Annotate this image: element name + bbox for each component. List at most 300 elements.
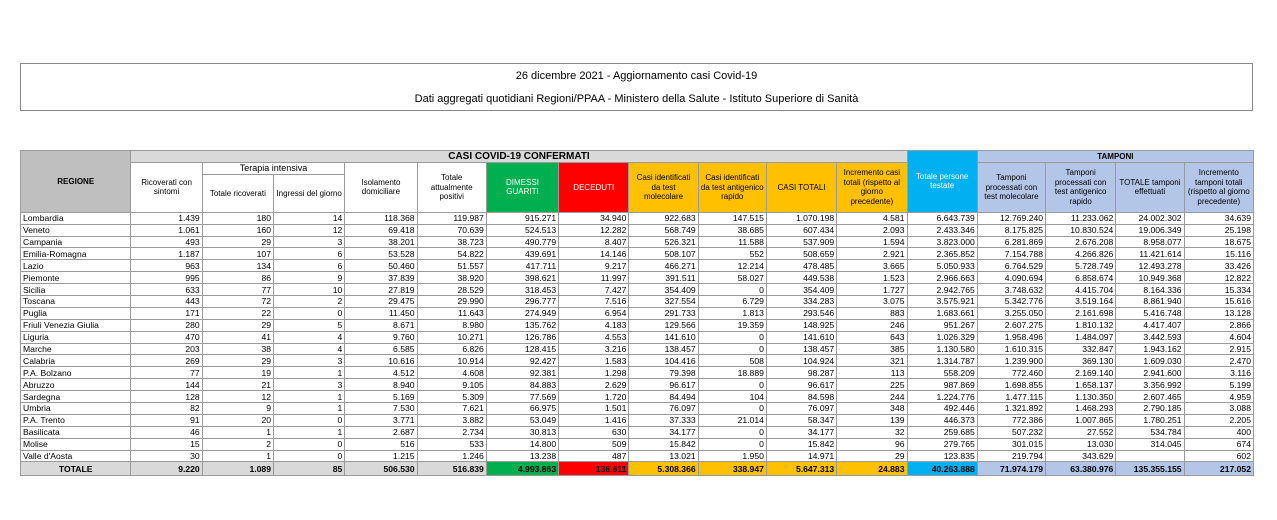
data-cell: 18.675 (1184, 236, 1253, 248)
data-cell: 11.421.614 (1116, 248, 1184, 260)
header-ricoverati: Ricoverati con sintomi (131, 162, 202, 212)
data-cell: 8.940 (345, 379, 417, 391)
data-cell: 27.552 (1046, 426, 1116, 438)
table-row (21, 438, 1254, 450)
data-cell: 225 (837, 379, 907, 391)
data-cell: 334.283 (766, 296, 836, 308)
data-cell: 6.954 (559, 307, 629, 319)
data-cell: 14.800 (486, 438, 558, 450)
data-cell: 147.515 (698, 212, 766, 224)
data-cell: 66.975 (486, 403, 558, 415)
data-cell: 8.407 (559, 236, 629, 248)
data-cell: 3.748.632 (977, 284, 1045, 296)
data-cell: 37.839 (345, 272, 417, 284)
data-cell: 14.971 (766, 450, 836, 462)
data-cell: 38 (202, 343, 273, 355)
data-cell: 354.409 (766, 284, 836, 296)
data-cell: 2.966.663 (907, 272, 977, 284)
data-cell: 1.810.132 (1046, 319, 1116, 331)
data-cell: 4 (274, 343, 345, 355)
data-cell: 2 (274, 296, 345, 308)
data-cell: 12.282 (559, 224, 629, 236)
data-cell: 7.621 (417, 403, 486, 415)
data-cell: 633 (131, 284, 202, 296)
table-row (21, 414, 1254, 426)
data-cell: 280 (131, 319, 202, 331)
data-cell: 53.049 (486, 414, 558, 426)
data-cell: 104.924 (766, 355, 836, 367)
data-cell: 2.676.208 (1046, 236, 1116, 248)
header-isolamento: Isolamento domiciliare (345, 162, 417, 212)
data-cell: 118.368 (345, 212, 417, 224)
data-cell: 508.107 (629, 248, 698, 260)
data-cell: 995 (131, 272, 202, 284)
header-tamponi-molecolare: Tamponi processati con test molecolare (977, 162, 1045, 212)
data-cell: 96.617 (629, 379, 698, 391)
region-name-cell: Campania (21, 236, 131, 248)
header-casi-antigenico: Casi identificati da test antigenico rapido (698, 162, 766, 212)
data-cell: 1.484.097 (1046, 331, 1116, 343)
region-name-cell: P.A. Trento (21, 414, 131, 426)
data-cell: 3.882 (417, 414, 486, 426)
total-cell: 9.220 (131, 462, 202, 476)
data-cell: 1.246 (417, 450, 486, 462)
data-cell: 84.494 (629, 391, 698, 403)
data-cell (1116, 450, 1184, 462)
data-cell: 314.045 (1116, 438, 1184, 450)
data-cell: 348 (837, 403, 907, 415)
data-cell: 507.232 (977, 426, 1045, 438)
data-cell: 1.727 (837, 284, 907, 296)
region-name-cell: Valle d'Aosta (21, 450, 131, 462)
data-cell: 3.665 (837, 260, 907, 272)
data-cell: 259.685 (907, 426, 977, 438)
data-cell: 10.830.524 (1046, 224, 1116, 236)
data-cell: 1 (274, 403, 345, 415)
data-cell: 30 (131, 450, 202, 462)
data-cell: 1.609.030 (1116, 355, 1184, 367)
data-cell: 3.771 (345, 414, 417, 426)
data-cell: 28.529 (417, 284, 486, 296)
data-cell: 915.271 (486, 212, 558, 224)
region-name-cell: Lazio (21, 260, 131, 272)
data-cell: 2.365.852 (907, 248, 977, 260)
data-cell: 14 (274, 212, 345, 224)
data-cell: 1 (274, 391, 345, 403)
data-cell: 77 (202, 284, 273, 296)
region-name-cell: Lombardia (21, 212, 131, 224)
data-cell: 15.842 (629, 438, 698, 450)
data-cell: 10.914 (417, 355, 486, 367)
data-cell: 51.557 (417, 260, 486, 272)
totals-label: TOTALE (21, 462, 131, 476)
data-cell: 2.921 (837, 248, 907, 260)
data-cell: 10.616 (345, 355, 417, 367)
data-cell: 69.418 (345, 224, 417, 236)
data-cell: 21 (202, 379, 273, 391)
data-cell: 171 (131, 307, 202, 319)
data-cell: 144 (131, 379, 202, 391)
data-cell: 21.014 (698, 414, 766, 426)
data-cell: 772.460 (977, 367, 1045, 379)
data-cell: 4.581 (837, 212, 907, 224)
data-cell: 92.381 (486, 367, 558, 379)
table-row (21, 391, 1254, 403)
data-cell: 1.298 (559, 367, 629, 379)
band-tamponi: TAMPONI (977, 151, 1253, 163)
header-attualmente-positivi: Totale attualmente positivi (417, 162, 486, 212)
total-cell: 506.530 (345, 462, 417, 476)
data-cell: 148.925 (766, 319, 836, 331)
data-cell: 96.617 (766, 379, 836, 391)
data-cell: 1.780.251 (1116, 414, 1184, 426)
data-cell: 3.088 (1184, 403, 1253, 415)
data-cell: 24.002.302 (1116, 212, 1184, 224)
data-cell: 269 (131, 355, 202, 367)
region-name-cell: Calabria (21, 355, 131, 367)
data-cell: 1 (274, 426, 345, 438)
data-cell: 6.858.674 (1046, 272, 1116, 284)
table-row (21, 224, 1254, 236)
data-cell: 9.105 (417, 379, 486, 391)
report-subtitle: Dati aggregati quotidiani Regioni/PPAA - Ministero della Salute - Istituto Superiore di Sanità (414, 93, 859, 105)
data-cell: 508 (698, 355, 766, 367)
data-cell: 533 (417, 438, 486, 450)
data-cell: 772.386 (977, 414, 1045, 426)
data-cell: 922.683 (629, 212, 698, 224)
data-cell: 12.822 (1184, 272, 1253, 284)
data-cell: 1.683.661 (907, 307, 977, 319)
data-cell: 1.439 (131, 212, 202, 224)
data-cell: 107 (202, 248, 273, 260)
data-cell: 509 (559, 438, 629, 450)
data-cell: 25.198 (1184, 224, 1253, 236)
data-cell: 4.183 (559, 319, 629, 331)
data-cell: 2.734 (417, 426, 486, 438)
data-cell: 11.233.062 (1046, 212, 1116, 224)
data-cell: 321 (837, 355, 907, 367)
data-cell: 104 (698, 391, 766, 403)
region-name-cell: Puglia (21, 307, 131, 319)
data-cell: 301.015 (977, 438, 1045, 450)
data-cell: 5.050.933 (907, 260, 977, 272)
header-totale-ricoverati-ti: Totale ricoverati (202, 174, 273, 212)
data-cell: 3 (274, 379, 345, 391)
data-cell: 19 (202, 367, 273, 379)
data-cell: 293.546 (766, 307, 836, 319)
data-cell: 3.075 (837, 296, 907, 308)
region-name-cell: Toscana (21, 296, 131, 308)
header-deceduti: DECEDUTI (559, 162, 629, 212)
total-cell: 5.308.366 (629, 462, 698, 476)
data-cell: 50.460 (345, 260, 417, 272)
data-cell: 2.205 (1184, 414, 1253, 426)
region-name-cell: P.A. Bolzano (21, 367, 131, 379)
data-cell: 1.720 (559, 391, 629, 403)
data-cell: 246 (837, 319, 907, 331)
region-name-cell: Sicilia (21, 284, 131, 296)
data-cell: 6.585 (345, 343, 417, 355)
data-cell: 113 (837, 367, 907, 379)
header-incremento-casi: Incremento casi totali (rispetto al giorno precedente) (837, 162, 907, 212)
data-cell: 12 (274, 224, 345, 236)
data-cell: 2.866 (1184, 319, 1253, 331)
data-cell: 10.271 (417, 331, 486, 343)
data-cell: 128 (131, 391, 202, 403)
data-cell: 2.161.698 (1046, 307, 1116, 319)
data-cell: 29.475 (345, 296, 417, 308)
total-cell: 136.611 (559, 462, 629, 476)
data-cell: 3.255.050 (977, 307, 1045, 319)
data-cell: 417.711 (486, 260, 558, 272)
data-cell: 987.869 (907, 379, 977, 391)
data-cell: 558.209 (907, 367, 977, 379)
data-cell: 391.511 (629, 272, 698, 284)
table-row (21, 355, 1254, 367)
data-cell: 82 (131, 403, 202, 415)
data-cell: 34.940 (559, 212, 629, 224)
data-cell: 3.442.593 (1116, 331, 1184, 343)
data-cell: 883 (837, 307, 907, 319)
data-cell: 526.321 (629, 236, 698, 248)
data-cell: 76.097 (629, 403, 698, 415)
data-cell: 466.271 (629, 260, 698, 272)
total-cell: 85 (274, 462, 345, 476)
data-cell: 4 (274, 331, 345, 343)
data-cell: 141.610 (629, 331, 698, 343)
region-name-cell: Friuli Venezia Giulia (21, 319, 131, 331)
data-cell: 1.416 (559, 414, 629, 426)
total-cell: 4.993.863 (486, 462, 558, 476)
data-cell: 134 (202, 260, 273, 272)
total-cell: 5.647.313 (766, 462, 836, 476)
data-cell: 8.671 (345, 319, 417, 331)
data-cell: 1.026.329 (907, 331, 977, 343)
region-name-cell: Basilicata (21, 426, 131, 438)
region-name-cell: Liguria (21, 331, 131, 343)
table-row (21, 236, 1254, 248)
table-row (21, 379, 1254, 391)
data-cell: 951.267 (907, 319, 977, 331)
data-cell: 5.309 (417, 391, 486, 403)
data-cell: 1.224.776 (907, 391, 977, 403)
data-cell: 7.530 (345, 403, 417, 415)
data-cell: 607.434 (766, 224, 836, 236)
covid-data-table (20, 150, 1254, 476)
data-cell: 1.007.865 (1046, 414, 1116, 426)
data-cell: 2.607.465 (1116, 391, 1184, 403)
data-cell: 13.238 (486, 450, 558, 462)
region-name-cell: Molise (21, 438, 131, 450)
data-cell: 3.116 (1184, 367, 1253, 379)
data-cell: 7.154.788 (977, 248, 1045, 260)
data-cell: 1.215 (345, 450, 417, 462)
data-cell: 203 (131, 343, 202, 355)
total-cell: 63.380.976 (1046, 462, 1116, 476)
data-cell: 128.415 (486, 343, 558, 355)
data-cell: 77.569 (486, 391, 558, 403)
data-cell: 19.359 (698, 319, 766, 331)
data-cell: 8.861.940 (1116, 296, 1184, 308)
table-row (21, 450, 1254, 462)
data-cell: 4.512 (345, 367, 417, 379)
data-cell: 492.446 (907, 403, 977, 415)
data-cell: 30.813 (486, 426, 558, 438)
data-cell: 4.553 (559, 331, 629, 343)
data-cell: 92.427 (486, 355, 558, 367)
table-row (21, 212, 1254, 224)
data-cell: 2.942.765 (907, 284, 977, 296)
data-cell: 27.819 (345, 284, 417, 296)
data-cell: 1.468.293 (1046, 403, 1116, 415)
header-incremento-tamponi: Incremento tamponi totali (rispetto al giorno precedente) (1184, 162, 1253, 212)
data-cell: 2.915 (1184, 343, 1253, 355)
data-cell: 3.519.164 (1046, 296, 1116, 308)
data-cell: 385 (837, 343, 907, 355)
data-cell: 1.314.787 (907, 355, 977, 367)
data-cell: 443 (131, 296, 202, 308)
data-cell: 1.813 (698, 307, 766, 319)
data-cell: 33.426 (1184, 260, 1253, 272)
header-dimessi-guariti: DIMESSI GUARITI (486, 162, 558, 212)
data-cell: 15 (131, 438, 202, 450)
data-cell: 0 (698, 403, 766, 415)
data-cell: 37.333 (629, 414, 698, 426)
data-cell: 7.427 (559, 284, 629, 296)
data-cell: 1.698.855 (977, 379, 1045, 391)
data-cell: 490.779 (486, 236, 558, 248)
data-cell: 1 (274, 367, 345, 379)
data-cell: 129.566 (629, 319, 698, 331)
header-totale-tamponi: TOTALE tamponi effettuati (1116, 162, 1184, 212)
data-cell: 487 (559, 450, 629, 462)
data-cell: 3.356.992 (1116, 379, 1184, 391)
data-cell: 291.733 (629, 307, 698, 319)
data-cell: 13.128 (1184, 307, 1253, 319)
data-cell: 516 (345, 438, 417, 450)
data-cell: 9 (202, 403, 273, 415)
data-cell: 3 (274, 236, 345, 248)
data-cell: 1.130.580 (907, 343, 977, 355)
data-cell: 58.347 (766, 414, 836, 426)
data-cell: 70.639 (417, 224, 486, 236)
data-cell: 6.729 (698, 296, 766, 308)
data-cell: 5.199 (1184, 379, 1253, 391)
data-cell: 343.629 (1046, 450, 1116, 462)
data-cell: 219.794 (977, 450, 1045, 462)
data-cell: 38.201 (345, 236, 417, 248)
table-row (21, 296, 1254, 308)
header-ingressi-giorno: Ingressi del giorno (274, 174, 345, 212)
data-cell: 0 (274, 414, 345, 426)
region-name-cell: Emilia-Romagna (21, 248, 131, 260)
data-cell: 38.723 (417, 236, 486, 248)
data-cell: 96 (837, 438, 907, 450)
data-cell: 3.216 (559, 343, 629, 355)
total-cell: 40.263.888 (907, 462, 977, 476)
data-cell: 135.762 (486, 319, 558, 331)
data-cell: 8.958.077 (1116, 236, 1184, 248)
data-cell: 13.030 (1046, 438, 1116, 450)
region-name-cell: Sardegna (21, 391, 131, 403)
data-cell: 34.639 (1184, 212, 1253, 224)
region-name-cell: Veneto (21, 224, 131, 236)
data-cell: 7.516 (559, 296, 629, 308)
header-casi-molecolare: Casi identificati da test molecolare (629, 162, 698, 212)
data-cell: 602 (1184, 450, 1253, 462)
data-cell: 446.373 (907, 414, 977, 426)
data-cell: 58.027 (698, 272, 766, 284)
table-row (21, 403, 1254, 415)
data-cell: 5.342.776 (977, 296, 1045, 308)
data-cell: 77 (131, 367, 202, 379)
header-terapia-intensiva: Terapia intensiva (202, 162, 345, 174)
total-cell: 338.947 (698, 462, 766, 476)
data-cell: 12.493.278 (1116, 260, 1184, 272)
data-cell: 3 (274, 355, 345, 367)
data-cell: 15.334 (1184, 284, 1253, 296)
data-cell: 84.883 (486, 379, 558, 391)
data-cell: 6 (274, 248, 345, 260)
data-cell: 1.594 (837, 236, 907, 248)
data-cell: 160 (202, 224, 273, 236)
data-cell: 398.621 (486, 272, 558, 284)
data-cell: 643 (837, 331, 907, 343)
data-cell: 2.607.275 (977, 319, 1045, 331)
data-cell: 524.513 (486, 224, 558, 236)
table-row (21, 284, 1254, 296)
data-cell: 274.949 (486, 307, 558, 319)
data-cell: 470 (131, 331, 202, 343)
header-casi-totali: CASI TOTALI (766, 162, 836, 212)
data-cell: 123.835 (907, 450, 977, 462)
report-title: 26 dicembre 2021 - Aggiornamento casi Covid-19 (515, 70, 758, 82)
data-cell: 1.187 (131, 248, 202, 260)
data-cell: 11.450 (345, 307, 417, 319)
data-cell: 4.959 (1184, 391, 1253, 403)
data-cell: 244 (837, 391, 907, 403)
data-cell: 674 (1184, 438, 1253, 450)
data-cell: 98.287 (766, 367, 836, 379)
data-cell: 41 (202, 331, 273, 343)
region-name-cell: Abruzzo (21, 379, 131, 391)
total-cell: 71.974.179 (977, 462, 1045, 476)
data-cell: 4.608 (417, 367, 486, 379)
data-cell: 534.784 (1116, 426, 1184, 438)
data-cell: 29 (202, 236, 273, 248)
data-cell: 5.728.749 (1046, 260, 1116, 272)
data-cell: 0 (698, 438, 766, 450)
data-cell: 3.823.000 (907, 236, 977, 248)
data-cell: 6.643.739 (907, 212, 977, 224)
data-cell: 18.889 (698, 367, 766, 379)
data-cell: 6 (274, 260, 345, 272)
table-row (21, 272, 1254, 284)
data-cell: 296.777 (486, 296, 558, 308)
data-cell: 318.453 (486, 284, 558, 296)
region-name-cell: Piemonte (21, 272, 131, 284)
data-cell: 2.941.600 (1116, 367, 1184, 379)
data-cell: 0 (274, 438, 345, 450)
data-cell: 1.070.198 (766, 212, 836, 224)
data-cell: 34.177 (629, 426, 698, 438)
data-cell: 449.538 (766, 272, 836, 284)
data-cell: 11.643 (417, 307, 486, 319)
data-cell: 1.321.892 (977, 403, 1045, 415)
data-cell: 38.685 (698, 224, 766, 236)
table-row (21, 248, 1254, 260)
data-cell: 126.786 (486, 331, 558, 343)
